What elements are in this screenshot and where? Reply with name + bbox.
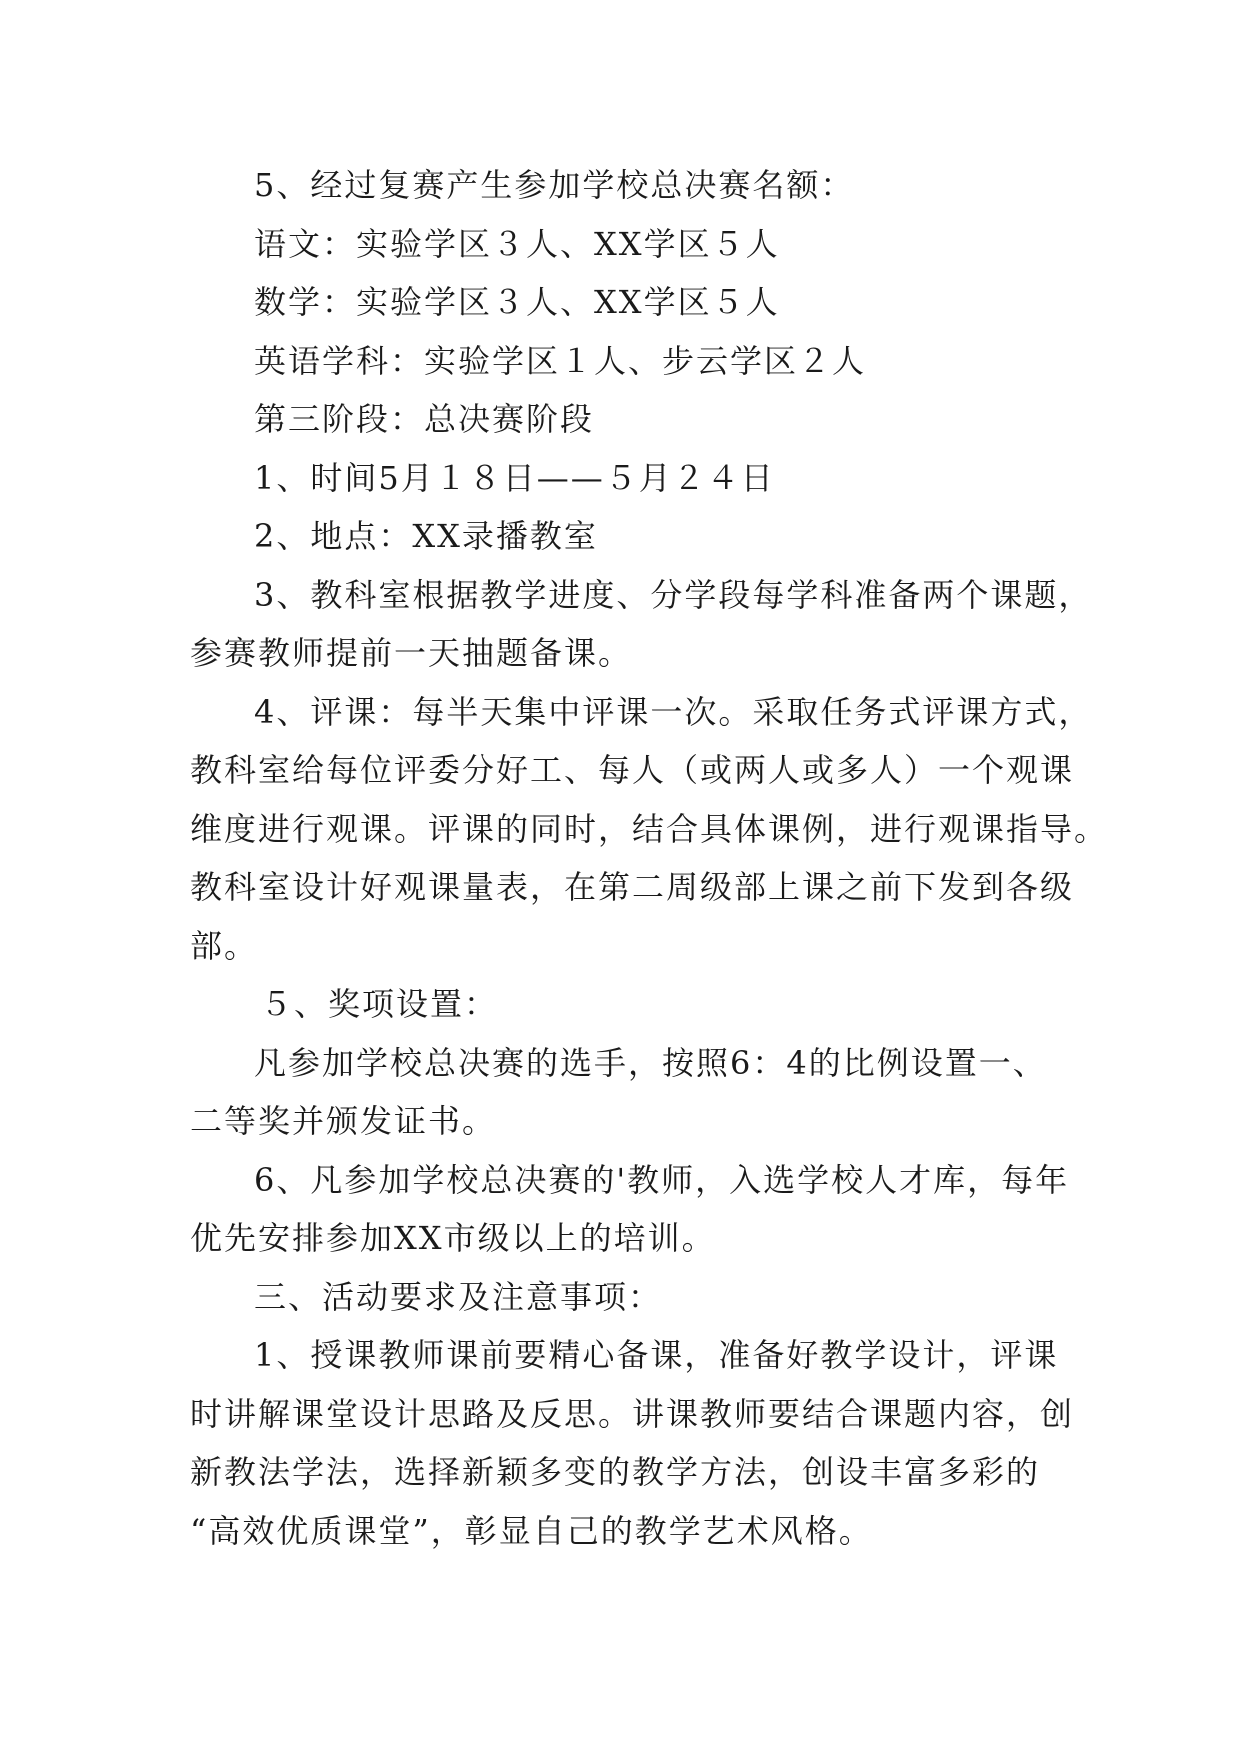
paragraph-line: 维度进行观课。评课的同时，结合具体课例，进行观课指导。 (190, 809, 1109, 848)
paragraph-line: 4、评课：每半天集中评课一次。采取任务式评课方式， (254, 692, 1093, 731)
paragraph-evaluation (190, 683, 1109, 976)
paragraph-english-quota: 英语学科：实验学区１人、步云学区２人 (254, 341, 867, 380)
paragraph-line: 时讲解课堂设计思路及反思。讲课教师要结合课题内容，创 (190, 1394, 1075, 1433)
paragraph-location: 2、地点：XX录播教室 (254, 517, 598, 555)
paragraph-line: 新教法学法，选择新颖多变的教学方法，创设丰富多彩的 (190, 1453, 1041, 1491)
paragraph-line: 优先安排参加XX市级以上的培训。 (190, 1219, 716, 1257)
paragraph-topics (190, 566, 1093, 683)
paragraph-quota-heading: 5、经过复赛产生参加学校总决赛名额： (254, 166, 855, 204)
paragraph-line: “高效优质课堂”，彰显自己的教学艺术风格。 (190, 1511, 873, 1550)
paragraph-chinese-quota: 语文：实验学区３人、XX学区５人 (254, 224, 780, 263)
paragraph-line: 部。 (190, 926, 259, 965)
paragraph-line: 3、教科室根据教学进度、分学段每学科准备两个课题， (254, 575, 1093, 614)
paragraph-math-quota: 数学：实验学区３人、XX学区５人 (254, 283, 780, 321)
paragraph-requirements-heading: 三、活动要求及注意事项： (254, 1277, 663, 1316)
document-body (190, 156, 1109, 1560)
paragraph-line: 教科室设计好观课量表，在第二周级部上课之前下发到各级 (190, 868, 1075, 906)
paragraph-stage-three-heading: 第三阶段：总决赛阶段 (254, 400, 595, 438)
paragraph-talent-pool (190, 1151, 1080, 1268)
paragraph-line: 二等奖并颁发证书。 (190, 1102, 497, 1140)
paragraph-time: 1、时间5月１８日——５月２４日 (254, 458, 775, 497)
paragraph-awards (190, 1034, 1080, 1151)
paragraph-line: 教科室给每位评委分好工、每人（或两人或多人）一个观课 (190, 751, 1075, 789)
paragraph-line: 1、授课教师课前要精心备课，准备好教学设计，评课 (254, 1336, 1059, 1374)
paragraph-awards-heading: ５、奖项设置： (260, 985, 499, 1023)
paragraph-line: 参赛教师提前一天抽题备课。 (190, 634, 633, 672)
paragraph-line: 6、凡参加学校总决赛的'教师，入选学校人才库，每年 (254, 1160, 1070, 1199)
paragraph-line: 凡参加学校总决赛的选手，按照6：4的比例设置一、 (254, 1043, 1047, 1082)
paragraph-requirements-one (190, 1326, 1080, 1560)
